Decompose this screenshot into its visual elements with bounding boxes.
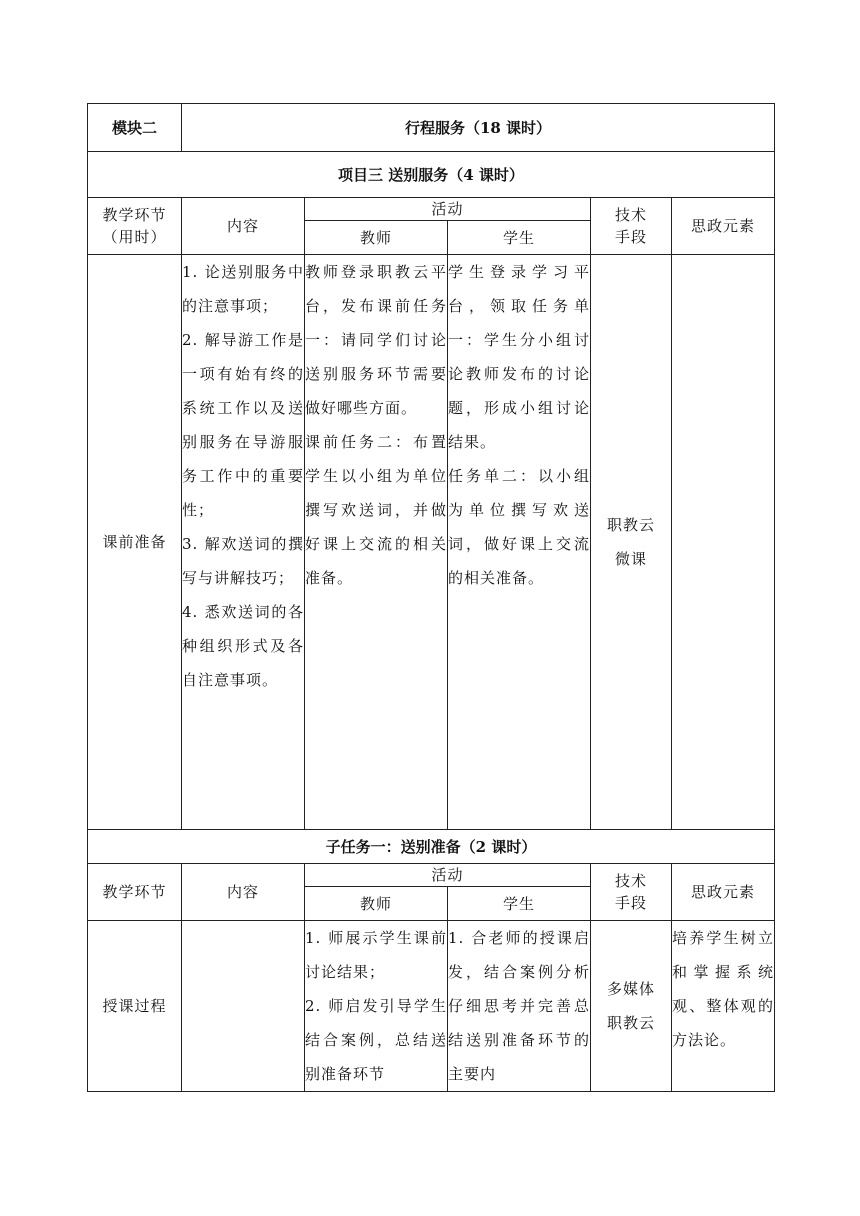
subtask-row [88, 830, 775, 864]
lesson-tech-1: 多媒体 [606, 980, 655, 998]
lesson-row [88, 921, 775, 1092]
header2-tech-2: 手段 [614, 894, 647, 912]
header-stage-sub: （用时） [102, 228, 167, 246]
header-teacher: 教师 [305, 221, 448, 255]
prep-content: 1. 论送别服务中的注意事项； 2. 解导游工作是一项有始有终的系统工作以及送别服务在导游服务工作中的重要性； 3. 解欢送词的撰写与讲解技巧； 4. 悉欢送词的各种组织形式及各自注意事项。 [182, 255, 305, 830]
module-row [88, 104, 775, 152]
lesson-content [182, 921, 305, 1092]
header-tech-1: 技术 [614, 206, 647, 224]
header2-ideology: 思政元素 [672, 864, 775, 921]
header-stage [88, 198, 182, 255]
header2-tech [591, 864, 672, 921]
lesson-student: 1. 合老师的授课启发，结合案例分析仔细思考并完善总结送别准备环节的主要内 [448, 921, 591, 1092]
prep-ideology [672, 255, 775, 830]
header2-activity: 活动 [305, 864, 591, 887]
module-label: 模块二 [88, 104, 182, 152]
header-content: 内容 [182, 198, 305, 255]
lesson-teacher: 1. 师展示学生课前讨论结果； 2. 师启发引导学生结合案例，总结送别准备环节 [305, 921, 448, 1092]
lesson-tech [591, 921, 672, 1092]
prep-teacher: 教师登录职教云平台，发布课前任务一：请同学们讨论送别服务环节需要做好哪些方面。 课前任务二：布置学生以小组为单位撰写欢送词，并做好课上交流的相关准备。 [305, 255, 448, 830]
prep-tech-1: 职教云 [606, 516, 655, 534]
header-student: 学生 [448, 221, 591, 255]
header2-student: 学生 [448, 887, 591, 921]
header2-stage: 教学环节 [88, 864, 182, 921]
header2-content: 内容 [182, 864, 305, 921]
header2-teacher: 教师 [305, 887, 448, 921]
header-tech-2: 手段 [614, 228, 647, 246]
lesson-tech-2: 职教云 [606, 1014, 655, 1032]
lesson-plan-table [87, 103, 775, 1092]
module-title: 行程服务（18 课时） [182, 104, 775, 152]
prep-stage: 课前准备 [88, 255, 182, 830]
prep-tech-2: 微课 [614, 550, 647, 568]
header-row-1 [88, 198, 775, 221]
project-row [88, 152, 775, 198]
header-tech [591, 198, 672, 255]
project-title: 项目三 送别服务（4 课时） [88, 152, 775, 198]
header-stage-label: 教学环节 [102, 206, 167, 224]
header-activity: 活动 [305, 198, 591, 221]
prep-student: 学生登录学习平台，领取任务单一：学生分小组讨论教师发布的讨论题，形成小组讨论结果。 任务单二：以小组为单位撰写欢送词，做好课上交流的相关准备。 [448, 255, 591, 830]
prep-row [88, 255, 775, 830]
lesson-stage: 授课过程 [88, 921, 182, 1092]
prep-tech [591, 255, 672, 830]
lesson-ideology: 培养学生树立和掌握系统观、整体观的方法论。 [672, 921, 775, 1092]
subtask-title: 子任务一：送别准备（2 课时） [88, 830, 775, 864]
header2-tech-1: 技术 [614, 872, 647, 890]
header-ideology: 思政元素 [672, 198, 775, 255]
header2-row-1 [88, 864, 775, 887]
